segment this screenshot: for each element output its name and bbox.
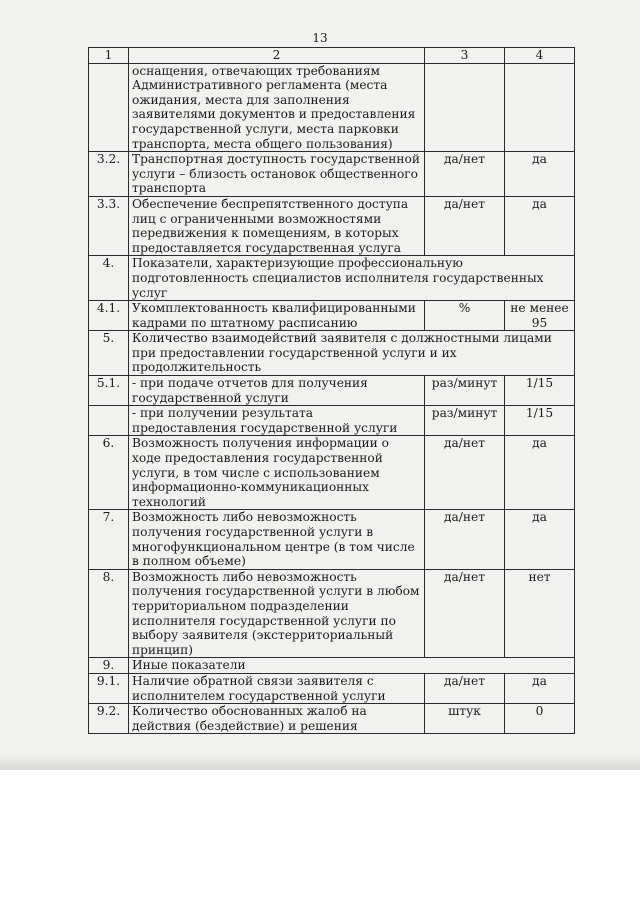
page-number: 13 bbox=[312, 31, 328, 45]
row-number: 5.1. bbox=[89, 376, 129, 406]
row-number: 3.2. bbox=[89, 152, 129, 197]
indicator-value: да bbox=[505, 196, 575, 255]
indicator-unit bbox=[425, 63, 505, 152]
indicator-text: оснащения, отвечающих требованиям Административного регламента (места ожидания, места для заполнения заявителями документов и предоставления государственной услуги, места парковки транспорта, места общего пользования) bbox=[129, 63, 425, 152]
table-row bbox=[89, 376, 575, 406]
row-number: 4.1. bbox=[89, 301, 129, 331]
indicator-unit: штук bbox=[425, 704, 505, 734]
column-header: 3 bbox=[425, 48, 505, 64]
table-row bbox=[89, 673, 575, 703]
indicator-value: да bbox=[505, 152, 575, 197]
section-title: Показатели, характеризующие профессиональную подготовленность специалистов исполнителя государственных услуг bbox=[129, 256, 575, 301]
indicator-text: Возможность получения информации о ходе предоставления государственной услуги, в том числе с использованием информационно-коммуникационных технологий bbox=[129, 436, 425, 510]
table-row bbox=[89, 510, 575, 569]
indicator-value bbox=[505, 63, 575, 152]
indicator-value: нет bbox=[505, 569, 575, 658]
table-row bbox=[89, 63, 575, 152]
section-row bbox=[89, 658, 575, 674]
section-title: Иные показатели bbox=[129, 658, 575, 674]
indicator-text: Наличие обратной связи заявителя с исполнителем государственной услуги bbox=[129, 673, 425, 703]
table-row bbox=[89, 704, 575, 734]
table-row bbox=[89, 436, 575, 510]
indicator-text: Укомплектованность квалифицированными кадрами по штатному расписанию bbox=[129, 301, 425, 331]
indicator-unit: раз/минут bbox=[425, 406, 505, 436]
column-header: 1 bbox=[89, 48, 129, 64]
row-number: 5. bbox=[89, 331, 129, 376]
indicator-value: да bbox=[505, 673, 575, 703]
indicator-unit: да/нет bbox=[425, 673, 505, 703]
section-row bbox=[89, 256, 575, 301]
section-title: Количество взаимодействий заявителя с должностными лицами при предоставлении государственной услуги и их продолжительность bbox=[129, 331, 575, 376]
table-header-row bbox=[89, 48, 575, 64]
section-row bbox=[89, 331, 575, 376]
column-header: 2 bbox=[129, 48, 425, 64]
indicator-text: - при получении результата предоставления государственной услуги bbox=[129, 406, 425, 436]
table-row bbox=[89, 152, 575, 197]
indicator-text: Возможность либо невозможность получения государственной услуги в любом территориальном подразделении исполнителя государственной услуги по выбору заявителя (экстерриториальный принцип) bbox=[129, 569, 425, 658]
table-row bbox=[89, 301, 575, 331]
column-header: 4 bbox=[505, 48, 575, 64]
row-number: 3.3. bbox=[89, 196, 129, 255]
row-number: 9.1. bbox=[89, 673, 129, 703]
row-number: 8. bbox=[89, 569, 129, 658]
row-number: 9.2. bbox=[89, 704, 129, 734]
table-row bbox=[89, 569, 575, 658]
indicator-unit: да/нет bbox=[425, 569, 505, 658]
row-number: 9. bbox=[89, 658, 129, 674]
indicator-value: не менее 95 bbox=[505, 301, 575, 331]
scan-edge-shadow bbox=[0, 755, 640, 770]
indicator-unit: да/нет bbox=[425, 196, 505, 255]
table-row bbox=[89, 406, 575, 436]
indicator-value: да bbox=[505, 510, 575, 569]
table-row bbox=[89, 196, 575, 255]
row-number: 7. bbox=[89, 510, 129, 569]
indicator-text: Количество обоснованных жалоб на действия (бездействие) и решения bbox=[129, 704, 425, 734]
indicator-unit: раз/минут bbox=[425, 376, 505, 406]
row-number bbox=[89, 406, 129, 436]
indicator-value: да bbox=[505, 436, 575, 510]
indicators-table bbox=[88, 47, 575, 734]
indicator-unit: да/нет bbox=[425, 436, 505, 510]
indicator-unit: % bbox=[425, 301, 505, 331]
row-number bbox=[89, 63, 129, 152]
indicator-text: - при подаче отчетов для получения государственной услуги bbox=[129, 376, 425, 406]
indicator-value: 1/15 bbox=[505, 376, 575, 406]
indicator-text: Обеспечение беспрепятственного доступа лиц с ограниченными возможностями передвижения к помещениям, в которых предоставляется государственная услуга bbox=[129, 196, 425, 255]
indicator-unit: да/нет bbox=[425, 152, 505, 197]
row-number: 6. bbox=[89, 436, 129, 510]
indicator-text: Возможность либо невозможность получения государственной услуги в многофункциональном центре (в том числе в полном объеме) bbox=[129, 510, 425, 569]
row-number: 4. bbox=[89, 256, 129, 301]
indicator-value: 1/15 bbox=[505, 406, 575, 436]
indicator-text: Транспортная доступность государственной услуги – близость остановок общественного транспорта bbox=[129, 152, 425, 197]
indicator-value: 0 bbox=[505, 704, 575, 734]
indicator-unit: да/нет bbox=[425, 510, 505, 569]
